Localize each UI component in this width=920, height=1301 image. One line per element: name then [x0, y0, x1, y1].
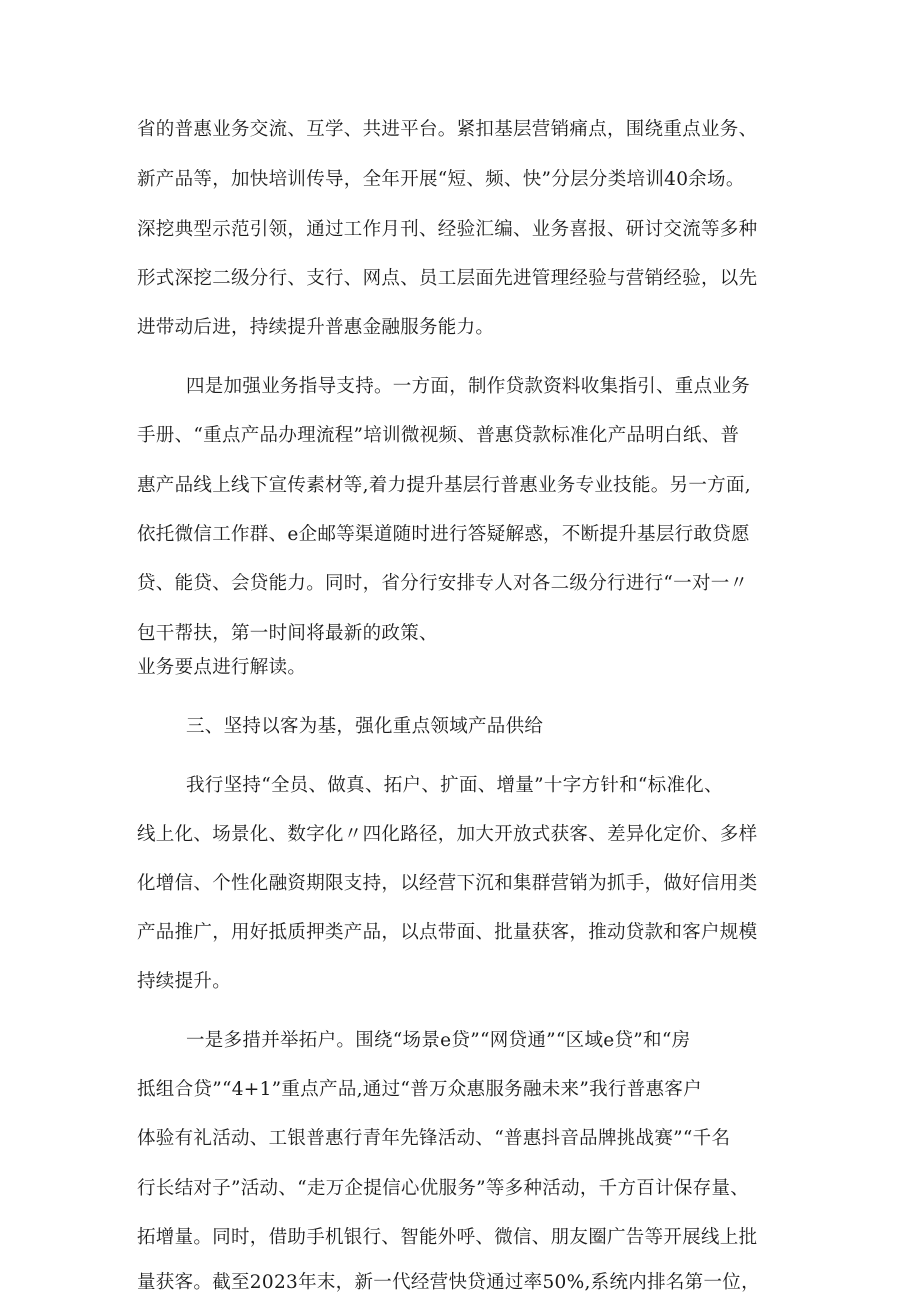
- body-text-line: 拓增量。同时，借助手机银行、智能外呼、微信、朋友圈广告等开展线上批: [137, 1227, 758, 1248]
- body-text-line: 贷、能贷、会贷能力。同时，省分行安排专人对各二级分行进行“一对一〃: [137, 573, 749, 594]
- body-text-line: 业务要点进行解读。: [137, 657, 307, 678]
- body-text-line: 包干帮扶，第一时间将最新的政策、: [137, 623, 438, 644]
- body-text-line: 量获客。截至2023年末，新一代经营快贷通过率50%,系统内排名第一位，: [137, 1272, 760, 1293]
- body-text-line: 抵组合贷”“4+1”重点产品,通过“普万众惠服务融未来”我行普惠客户: [137, 1079, 702, 1100]
- paragraph-first-line: 我行坚持“全员、做真、拓户、扩面、增量”十字方针和“标准化、: [186, 775, 723, 796]
- body-text-line: 形式深挖二级分行、支行、网点、员工层面先进管理经验与营销经验，以先: [137, 268, 758, 289]
- body-text-line: 进带动后进，持续提升普惠金融服务能力。: [137, 317, 495, 338]
- body-text-line: 化增信、个性化融资期限支持，以经营下沉和集群营销为抓手，做好信用类: [137, 873, 758, 894]
- body-text-line: 行长结对子”活动、“走万企提信心优服务”等多种活动，千方百计保存量、: [137, 1178, 750, 1199]
- body-text-line: 线上化、场景化、数字化〃四化路径，加大开放式获客、差异化定价、多样: [137, 824, 758, 845]
- body-text-line: 新产品等，加快培训传导，全年开展“短、频、快”分层分类培训40余场。: [137, 169, 745, 190]
- body-text-line: 惠产品线上线下宣传素材等,着力提升基层行普惠业务专业技能。另一方面,: [137, 475, 751, 496]
- body-text-line: 依托微信工作群、e企邮等渠道随时进行答疑解惑，不断提升基层行敢贷愿: [137, 524, 750, 545]
- paragraph-first-line: 四是加强业务指导支持。一方面，制作贷款资料收集指引、重点业务: [186, 376, 751, 397]
- body-text-line: 深挖典型示范引领，通过工作月刊、经验汇编、业务喜报、研讨交流等多种: [137, 219, 758, 240]
- section-heading: 三、坚持以客为基，强化重点领域产品供给: [186, 716, 544, 737]
- body-text-line: 持续提升。: [137, 971, 232, 992]
- body-text-line: 手册、“重点产品办理流程”培训微视频、普惠贷款标准化产品明白纸、普: [137, 425, 740, 446]
- body-text-line: 体验有礼活动、工银普惠行青年先锋活动、“普惠抖音品牌挑战赛”“千名: [137, 1128, 731, 1149]
- body-text-line: 省的普惠业务交流、互学、共进平台。紧扣基层营销痛点，围绕重点业务、: [137, 119, 758, 140]
- body-text-line: 产品推广，用好抵质押类产品，以点带面、批量获客，推动贷款和客户规模: [137, 922, 758, 943]
- paragraph-first-line: 一是多措并举拓户。围绕“场景e贷”“网贷通”“区域e贷”和“房: [186, 1030, 691, 1051]
